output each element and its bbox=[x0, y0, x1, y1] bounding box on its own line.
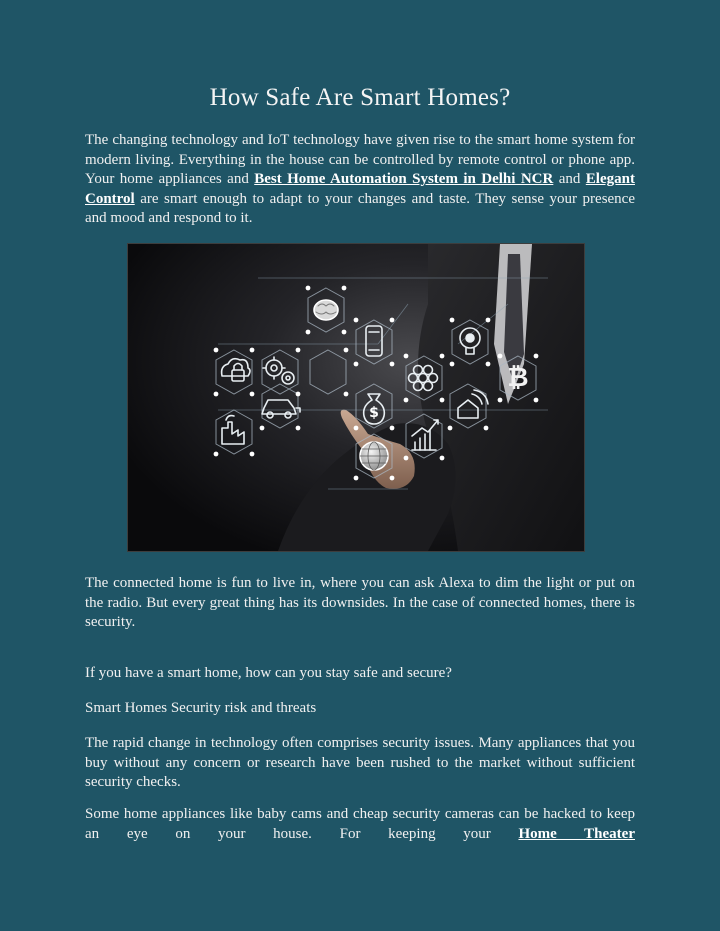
appliances-hacked-paragraph bbox=[85, 805, 635, 844]
section-heading: Smart Homes Security risk and threats bbox=[85, 700, 317, 716]
bitcoin-icon: ₿ bbox=[507, 363, 529, 393]
iot-hex-graphic bbox=[128, 244, 584, 551]
elegant-control-link[interactable]: Elegant Control bbox=[85, 171, 635, 207]
best-home-automation-link[interactable]: Best Home Automation System in Delhi NCR bbox=[254, 171, 554, 187]
connected-home-paragraph: The connected home is fun to live in, where you can ask Alexa to dim the light or put on the radio. But every great thing has its downsides. In the case of connected homes, there is security. bbox=[85, 575, 635, 630]
question-paragraph: If you have a smart home, how can you stay safe and secure? bbox=[85, 665, 452, 681]
rapid-change-paragraph: The rapid change in technology often comprises security issues. Many appliances that you buy without any concern or research have been rushed to the market without sufficient security checks. bbox=[85, 735, 635, 790]
page-title: How Safe Are Smart Homes? bbox=[209, 84, 511, 111]
home-theater-link[interactable]: Home Theater bbox=[518, 825, 635, 842]
brain-icon bbox=[314, 300, 338, 320]
dollar-symbol: $ bbox=[369, 405, 379, 421]
intro-text-1: The changing technology and IoT technology have given rise to the smart home system for modern living. Everything in the house can be controlled by remote control or phone app. Your home appliances and bbox=[85, 132, 635, 187]
intro-text-2: and bbox=[553, 171, 586, 187]
smart-home-illustration bbox=[128, 244, 584, 551]
intro-text-3: are smart enough to adapt to your changes and taste. They sense your presence and mood and respond to it. bbox=[85, 190, 635, 226]
last-paragraph-text: Some home appliances like baby cams and cheap security cameras can be hacked to keep an eye on your house. For keeping your bbox=[85, 806, 635, 842]
intro-paragraph bbox=[85, 131, 635, 229]
globe-icon bbox=[360, 442, 388, 470]
